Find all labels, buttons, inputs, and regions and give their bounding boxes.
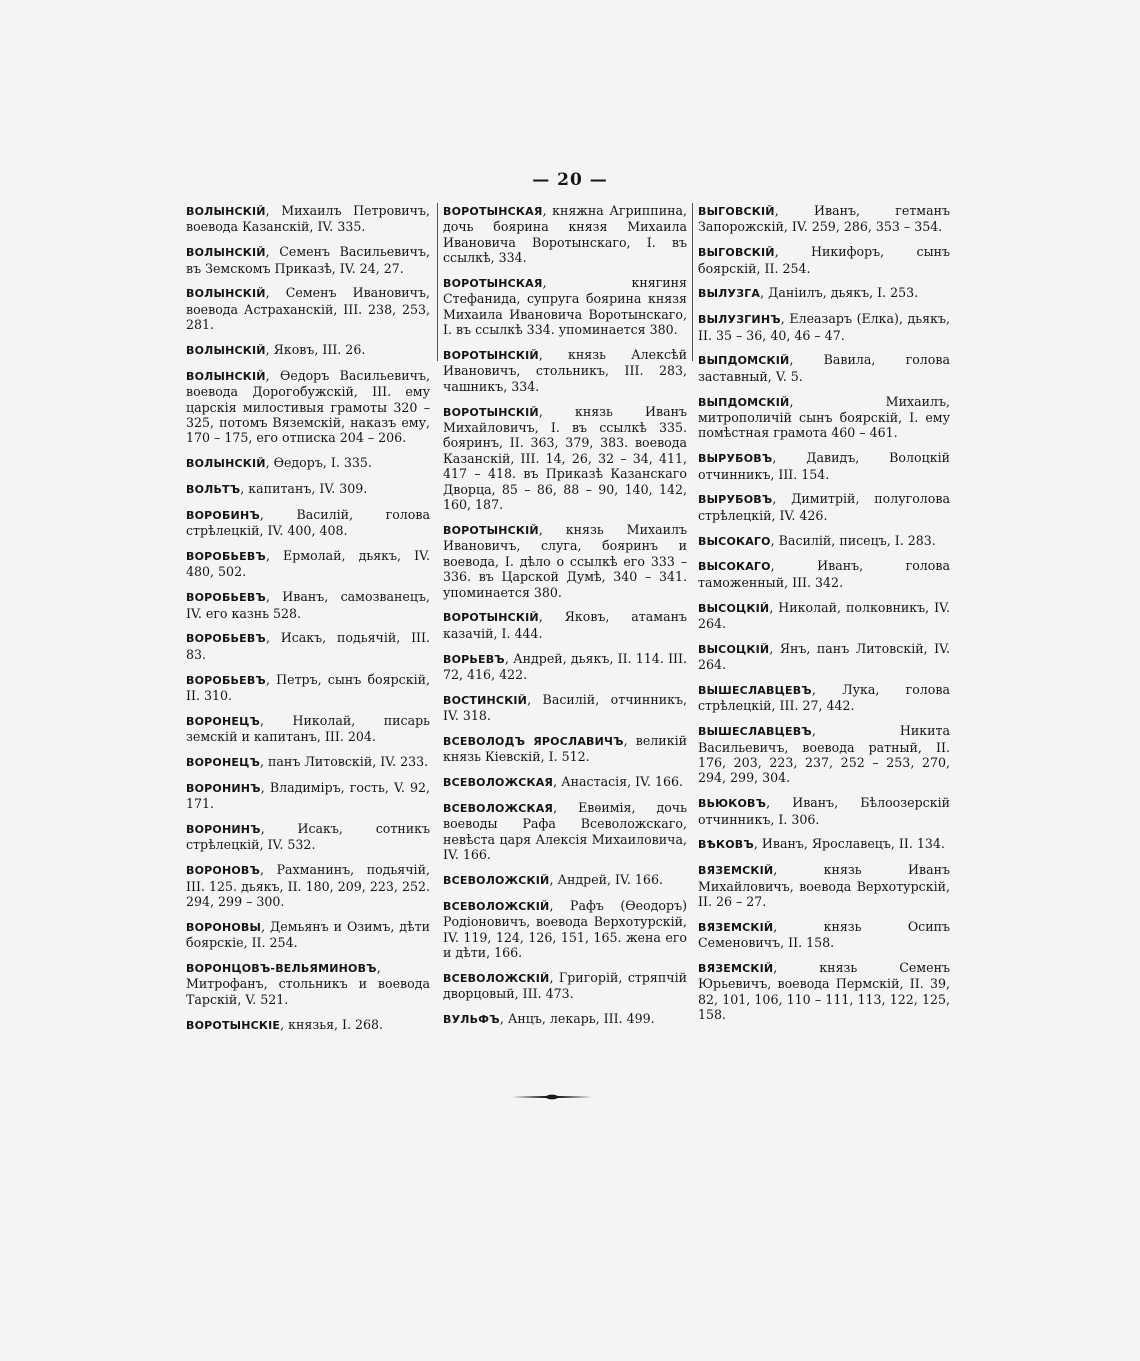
entry-headword: ВОРОНИНЪ: [186, 823, 261, 837]
index-column-1: [186, 203, 430, 1042]
index-columns: [186, 203, 950, 1083]
entry-text: , Лука, голова стрѣлецкій, III. 27, 442.: [698, 682, 950, 714]
entry-headword: ВОЛЫНСКІЙ: [186, 205, 266, 218]
index-entry: [443, 1011, 687, 1027]
index-entry: [698, 311, 950, 343]
index-entry: [186, 507, 430, 539]
entry-text: , Иванъ, голова таможенный, III. 342.: [698, 558, 950, 590]
entry-headword: ВЫЛУЗГА: [698, 287, 761, 301]
entry-text: , Никита Васильевичъ, воевода ратный, II. 176, 203, 223, 237, 252 – 253, 270, 294, 299, 304.: [698, 723, 950, 786]
column-divider: [692, 203, 693, 361]
entry-text: , Елеазаръ (Елка), дьякъ, II. 35 – 36, 40, 46 – 47.: [698, 311, 950, 343]
entry-text: , Давидъ, Волоцкій отчинникъ, III. 154.: [698, 450, 950, 482]
entry-headword: ВОРОНЦОВЪ-ВЕЛЬЯМИНОВЪ: [186, 962, 377, 976]
entry-headword: ВЫГОВСКІЙ: [698, 205, 775, 218]
entry-headword: ВСЕВОЛОЖСКІЙ: [443, 971, 550, 985]
entry-text: , Андрей, IV. 166.: [549, 871, 663, 887]
index-entry: [698, 244, 950, 276]
entry-headword: ВЯЗЕМСКІЙ: [698, 962, 774, 976]
entry-headword: ВОЛЫНСКІЙ: [186, 457, 266, 471]
entry-headword: ВЫШЕСЛАВЦЕВЪ: [698, 725, 812, 739]
entry-text: , Димитрій, полуголова стрѣлецкій, IV. 426.: [698, 491, 950, 523]
entry-headword: ВОРОНИНЪ: [186, 781, 261, 795]
entry-text: , Ѳедоръ, I. 335.: [265, 455, 372, 471]
entry-headword: ВОЛЫНСКІЙ: [186, 287, 266, 301]
entry-text: , князь Михаилъ Ивановичъ, слуга, бояринъ и воевода, I. дѣло о ссылкѣ его 333 – 336. въ Царской Думѣ, 340 – 341. упоминается 380.: [443, 521, 687, 600]
index-entry: [186, 481, 430, 497]
entry-headword: ВОРОТЫНСКАЯ: [443, 277, 543, 291]
index-entry: [698, 600, 950, 632]
column-divider: [437, 203, 438, 361]
entry-text: , княжна Агриппина, дочь боярина князя Михаила Ивановича Воротынскаго, I. въ ссылкѣ, 334.: [443, 203, 687, 266]
tail-ornament: [512, 1093, 592, 1101]
entry-headword: ВЬЮКОВЪ: [698, 797, 767, 811]
index-entry: [186, 672, 430, 704]
entry-headword: ВОРОТЫНСКІЙ: [443, 523, 539, 537]
index-entry: [698, 558, 950, 590]
entry-headword: ВЫЛУЗГИНЪ: [698, 313, 781, 327]
index-entry: [698, 836, 950, 852]
entry-text: , князь Семенъ Юрьевичъ, воевода Пермскій, II. 39, 82, 101, 106, 110 – 111, 113, 122, 125, 158.: [698, 960, 950, 1023]
entry-text: , Янъ, панъ Литовскій, IV. 264.: [698, 640, 950, 673]
index-entry: [186, 919, 430, 951]
entry-headword: ВЫРУБОВЪ: [698, 493, 773, 507]
index-entry: [186, 821, 430, 853]
entry-text: , князь Алексѣй Ивановичъ, стольникъ, III. 283, чашникъ, 334.: [443, 347, 687, 394]
entry-headword: ВОРОНЕЦЪ: [186, 756, 261, 770]
entry-text: , Евѳимія, дочь воеводы Рафа Всеволожскаго, невѣста царя Алексія Михаиловича, IV. 166.: [443, 799, 687, 863]
index-entry: [443, 347, 687, 394]
entry-text: , Василій, голова стрѣлецкій, IV. 400, 408.: [186, 506, 430, 539]
entry-text: , великій князь Кіевскій, I. 512.: [443, 732, 687, 765]
index-entry: [698, 795, 950, 827]
entry-headword: ВСЕВОЛОЖСКАЯ: [443, 776, 554, 790]
entry-text: , князь Иванъ Михайловичъ, I. въ ссылкѣ 335. бояринъ, II. 363, 379, 383. воевода Казанскій, III. 14, 26, 32 – 34, 411, 417 – 418. въ Приказѣ Казанскаго Дворца, 85 – 86, 88 – 90, 140, 142, 160, 187.: [443, 403, 687, 513]
entry-text: , Петръ, сынъ боярскій, II. 310.: [186, 671, 430, 704]
index-entry: [186, 862, 430, 909]
entry-headword: ВОЛЬТЪ: [186, 483, 241, 497]
index-entry: [698, 394, 950, 441]
entry-text: , капитанъ, IV. 309.: [240, 481, 368, 497]
index-entry: [443, 275, 687, 338]
entry-text: , Михаилъ, митрополичій сынъ боярскій, I. ему помѣстная грамота 460 – 461.: [698, 393, 950, 441]
entry-text: , Николай, писарь земскій и капитанъ, III. 204.: [186, 712, 430, 745]
entry-headword: ВЫРУБОВЪ: [698, 452, 773, 466]
entry-headword: ВУЛЬФЪ: [443, 1012, 500, 1026]
index-entry: [443, 692, 687, 724]
entry-text: , Ѳедоръ Васильевичъ, воевода Дорогобужскій, III. ему царскія милостивыя грамоты 320 – 325, потомъ Вяземскій, наказъ ему, 170 – 175, его отписка 204 – 206.: [186, 367, 430, 446]
entry-text: , Ермолай, дьякъ, IV. 480, 502.: [186, 548, 430, 580]
entry-text: , Иванъ, гетманъ Запорожскій, IV. 259, 286, 353 – 354.: [698, 203, 950, 235]
entry-headword: ВЫПДОМСКІЙ: [698, 354, 790, 368]
index-entry: [443, 733, 687, 765]
index-entry: [186, 285, 430, 332]
entry-headword: ВОРОБЬЕВЪ: [186, 591, 266, 605]
entry-headword: ВЫПДОМСКІЙ: [698, 395, 790, 409]
entry-headword: ВОРОБЬЕВЪ: [186, 550, 266, 564]
index-entry: [186, 455, 430, 471]
entry-headword: ВЫСОЦКІЙ: [698, 601, 770, 615]
index-entry: [186, 548, 430, 580]
entry-text: , Исакъ, подьячій, III. 83.: [186, 630, 430, 662]
entry-headword: ВОЛЫНСКІЙ: [186, 344, 266, 358]
entry-headword: ВОСТИНСКІЙ: [443, 693, 528, 707]
index-entry: [186, 203, 430, 235]
entry-text: , Вавила, голова заставный, V. 5.: [698, 352, 950, 384]
index-entry: [186, 342, 430, 358]
index-entry: [443, 404, 687, 513]
entry-headword: ВОРОТЫНСКІЙ: [443, 611, 539, 625]
entry-text: , Семенъ Васильевичъ, въ Земскомъ Приказѣ, IV. 24, 27.: [186, 244, 430, 276]
entry-headword: ВЫШЕСЛАВЦЕВЪ: [698, 684, 812, 698]
index-entry: [443, 970, 687, 1002]
entry-text: , Иванъ, Ярославецъ, II. 134.: [753, 836, 945, 852]
index-entry: [186, 368, 430, 446]
entry-text: , Демьянъ и Озимъ, дѣти боярскіе, II. 254.: [186, 918, 430, 951]
entry-text: , Анастасія, IV. 166.: [553, 774, 684, 790]
index-entry: [698, 352, 950, 384]
entry-text: , князь Иванъ Михайловичъ, воевода Верхотурскій, II. 26 – 27.: [698, 862, 950, 910]
entry-headword: ВОРОТЫНСКІЙ: [443, 349, 539, 363]
entry-text: , Исакъ, сотникъ стрѣлецкій, IV. 532.: [186, 821, 430, 853]
entry-headword: ВОРОБИНЪ: [186, 508, 260, 522]
entry-headword: ВОЛЫНСКІЙ: [186, 246, 266, 260]
entry-text: , княгиня Стефанида, супруга боярина князя Михаила Ивановича Воротынскаго, I. въ ссылкѣ 334. упоминается 380.: [443, 275, 687, 338]
index-entry: [186, 1017, 430, 1033]
index-entry: [186, 754, 430, 770]
entry-headword: ВЫСОКАГО: [698, 560, 771, 574]
index-entry: [443, 800, 687, 863]
entry-text: , Семенъ Ивановичъ, воевода Астраханскій, III. 238, 253, 281.: [186, 285, 430, 333]
entry-headword: ВОРЬЕВЪ: [443, 652, 505, 666]
index-entry: [443, 651, 687, 683]
entry-text: , Яковъ, атаманъ казачій, I. 444.: [443, 609, 687, 641]
index-column-2: [443, 203, 687, 1037]
index-entry: [698, 960, 950, 1023]
entry-headword: ВОРОТЫНСКАЯ: [443, 205, 543, 218]
entry-headword: ВЫГОВСКІЙ: [698, 246, 775, 260]
entry-headword: ВСЕВОЛОЖСКАЯ: [443, 801, 554, 815]
entry-text: , Иванъ, Бѣлоозерскій отчинникъ, I. 306.: [698, 795, 950, 827]
index-entry: [443, 898, 687, 961]
entry-text: , Владиміръ, гость, V. 92, 171.: [186, 779, 430, 812]
entry-text: , Анцъ, лекарь, III. 499.: [499, 1010, 655, 1026]
entry-text: , Иванъ, самозванецъ, IV. его казнь 528.: [186, 589, 430, 621]
index-entry: [698, 450, 950, 482]
entry-text: , Николай, полковникъ, IV. 264.: [698, 599, 950, 632]
index-entry: [698, 533, 950, 549]
index-entry: [443, 872, 687, 888]
entry-headword: ВОЛЫНСКІЙ: [186, 369, 266, 383]
entry-headword: ВОРОТЫНСКІЕ: [186, 1018, 281, 1032]
index-entry: [698, 285, 950, 301]
entry-headword: ВѢКОВЪ: [698, 838, 754, 852]
entry-text: , Никифоръ, сынъ боярскій, II. 254.: [698, 244, 950, 276]
index-entry: [443, 609, 687, 641]
page-number: — 20 —: [532, 170, 608, 190]
index-entry: [186, 589, 430, 621]
entry-text: , Митрофанъ, стольникъ и воевода Тарскій, V. 521.: [186, 960, 430, 1007]
entry-text: , Рафъ (Ѳеодоръ) Родіоновичъ, воевода Верхотурскій, IV. 119, 124, 126, 151, 165. жена его и дѣти, 166.: [443, 897, 687, 960]
index-entry: [698, 641, 950, 673]
index-entry: [698, 491, 950, 523]
entry-headword: ВОРОТЫНСКІЙ: [443, 405, 539, 419]
entry-text: , князья, I. 268.: [280, 1016, 384, 1032]
index-entry: [698, 919, 950, 951]
index-entry: [443, 203, 687, 266]
index-entry: [186, 630, 430, 662]
entry-headword: ВСЕВОЛОЖСКІЙ: [443, 873, 550, 887]
entry-text: , панъ Литовскій, IV. 233.: [260, 754, 429, 770]
index-entry: [698, 723, 950, 786]
entry-headword: ВЫСОЦКІЙ: [698, 642, 770, 656]
index-entry: [698, 203, 950, 235]
entry-text: , Василій, отчинникъ, IV. 318.: [443, 691, 687, 724]
entry-text: , Михаилъ Петровичъ, воевода Казанскій, IV. 335.: [186, 203, 430, 235]
entry-headword: ВЯЗЕМСКІЙ: [698, 920, 774, 934]
entry-headword: ВЯЗЕМСКІЙ: [698, 864, 774, 878]
index-column-3: [698, 203, 950, 1032]
entry-headword: ВОРОНОВЪ: [186, 864, 261, 878]
entry-text: , Даніилъ, дьякъ, I. 253.: [760, 285, 919, 301]
entry-headword: ВОРОБЬЕВЪ: [186, 632, 266, 646]
index-entry: [186, 244, 430, 276]
entry-headword: ВЫСОКАГО: [698, 534, 771, 548]
entry-text: , Рахманинъ, подьячій, III. 125. дьякъ, II. 180, 209, 223, 252. 294, 299 – 300.: [186, 862, 430, 910]
index-entry: [186, 780, 430, 812]
entry-text: , Яковъ, III. 26.: [265, 342, 366, 358]
entry-text: , Григорій, стряпчій дворцовый, III. 473.: [443, 969, 687, 1002]
entry-headword: ВСЕВОЛОДЪ ЯРОСЛАВИЧЪ: [443, 734, 624, 748]
entry-headword: ВОРОБЬЕВЪ: [186, 673, 266, 687]
index-entry: [698, 862, 950, 909]
entry-headword: ВОРОНОВЫ: [186, 920, 262, 934]
index-entry: [443, 774, 687, 790]
entry-text: , Василій, писецъ, I. 283.: [770, 532, 936, 548]
entry-text: , Андрей, дьякъ, II. 114. III. 72, 416, 422.: [443, 650, 687, 682]
index-entry: [443, 522, 687, 600]
entry-headword: ВСЕВОЛОЖСКІЙ: [443, 899, 550, 913]
entry-text: , князь Осипъ Семеновичъ, II. 158.: [698, 918, 950, 951]
index-entry: [698, 682, 950, 714]
entry-headword: ВОРОНЕЦЪ: [186, 714, 261, 728]
index-entry: [186, 960, 430, 1007]
index-entry: [186, 713, 430, 745]
